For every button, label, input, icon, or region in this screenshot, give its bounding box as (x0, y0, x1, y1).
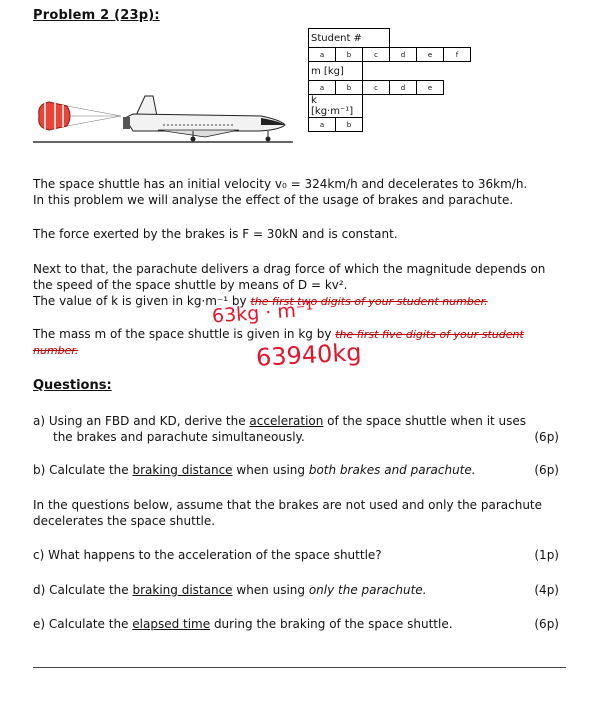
handwritten-mass-value: 63940kg (255, 338, 363, 372)
shuttle-parachute-illustration (33, 92, 293, 154)
question-b: b) Calculate the braking distance when using both brakes and parachute. (6p) (33, 463, 559, 477)
drag-text-2: the speed of the space shuttle by means of D = kv². (33, 278, 348, 292)
digit-cell-b: b (336, 81, 363, 95)
parachute-only-note: In the questions below, assume that the brakes are not used and only the parachute decelerates the space shuttle. (33, 498, 543, 528)
m-struck-text: the first five digits of your student (335, 328, 524, 341)
points-d: (4p) (534, 583, 559, 597)
m-prefix: The mass m of the space shuttle is given in kg by (33, 327, 336, 341)
digit-cell-b: b (336, 48, 363, 62)
student-label: Student # (309, 29, 390, 48)
mass-label: m [kg] (309, 62, 363, 81)
digit-cell-a: a (309, 48, 336, 62)
k-label: k [kg·m⁻¹] (309, 95, 363, 118)
digit-cell-d: d (390, 81, 417, 95)
k-prefix: The value of k is given in kg·m⁻¹ by (33, 294, 251, 308)
digit-cell-a: a (309, 118, 336, 132)
question-e: e) Calculate the elapsed time during the braking of the space shuttle. (6p) (33, 617, 559, 631)
shuttle-icon (123, 96, 285, 142)
digit-cell-a: a (309, 81, 336, 95)
points-b: (6p) (534, 463, 559, 477)
digit-cell-b: b (336, 118, 363, 132)
digit-cell-c: c (363, 81, 390, 95)
questions-heading: Questions: (33, 378, 112, 393)
problem-title: Problem 2 (23p): (33, 8, 160, 23)
digit-cell-e: e (417, 48, 444, 62)
parachute-icon (39, 102, 121, 130)
drag-text-1: Next to that, the parachute delivers a drag force of which the magnitude depends on (33, 262, 546, 276)
m-struck-text-2: number. (33, 344, 79, 357)
question-c: c) What happens to the acceleration of the space shuttle? (1p) (33, 548, 559, 562)
student-number-table (308, 28, 471, 132)
k-struck-text: the first two digits of your student number. (250, 295, 488, 308)
digit-cell-c: c (363, 48, 390, 62)
points-a: (6p) (534, 430, 559, 444)
mass-value-text (33, 326, 524, 343)
handwritten-k-value: 63kg · m⁻¹ (211, 298, 315, 328)
question-d: d) Calculate the braking distance when using only the parachute. (4p) (33, 583, 559, 597)
mass-value-text-2 (33, 342, 78, 359)
digit-cell-e: e (417, 81, 444, 95)
intro-line-2: In this problem we will analyse the effect of the usage of brakes and parachute. (33, 193, 514, 207)
digit-cell-f: f (444, 48, 471, 62)
points-e: (6p) (534, 617, 559, 631)
digit-cell-d: d (390, 48, 417, 62)
question-a: a) Using an FBD and KD, derive the acceleration of the space shuttle when it uses the brakes and parachute simultaneously. (6p) (33, 414, 559, 444)
brake-force-text: The force exerted by the brakes is F = 30kN and is constant. (33, 227, 398, 241)
intro-line-1: The space shuttle has an initial velocity v₀ = 324km/h and decelerates to 36km/h. (33, 177, 528, 191)
points-c: (1p) (534, 548, 559, 562)
bottom-divider (33, 667, 566, 668)
